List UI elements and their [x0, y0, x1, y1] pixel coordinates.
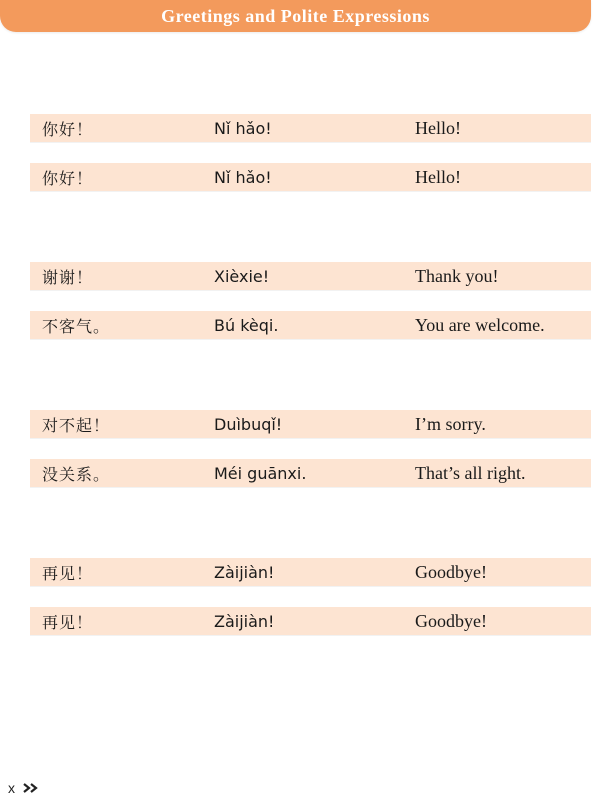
english-text: Goodbye! — [415, 610, 487, 631]
pinyin-text: Duìbuqǐ! — [214, 414, 283, 434]
page-header — [0, 0, 591, 32]
phrase-row — [30, 262, 591, 290]
english-text: Hello! — [415, 166, 461, 187]
phrase-row — [30, 607, 591, 635]
double-chevron-right-icon — [23, 783, 41, 793]
english-text: Goodbye! — [415, 561, 487, 582]
pinyin-text: Bú kèqi. — [214, 315, 279, 335]
pinyin-text: Nǐ hǎo! — [214, 118, 272, 138]
pinyin-text: Zàijiàn! — [214, 562, 275, 582]
english-text: That’s all right. — [415, 462, 526, 483]
chinese-text: 再见！ — [42, 612, 94, 632]
phrase-row — [30, 459, 591, 487]
english-text: You are welcome. — [415, 314, 545, 335]
chinese-text: 谢谢！ — [42, 267, 94, 287]
phrase-row — [30, 311, 591, 339]
chinese-text: 不客气。 — [42, 316, 111, 336]
page-footer — [8, 780, 41, 796]
pinyin-text: Xièxie! — [214, 266, 270, 286]
chinese-text: 你好！ — [42, 168, 94, 188]
chinese-text: 再见！ — [42, 563, 94, 583]
phrase-row — [30, 114, 591, 142]
chinese-text: 对不起！ — [42, 415, 111, 435]
page-number: x — [8, 780, 15, 796]
phrase-row — [30, 558, 591, 586]
phrase-row — [30, 163, 591, 191]
pinyin-text: Zàijiàn! — [214, 611, 275, 631]
pinyin-text: Nǐ hǎo! — [214, 167, 272, 187]
chinese-text: 你好！ — [42, 119, 94, 139]
chinese-text: 没关系。 — [42, 464, 111, 484]
english-text: I’m sorry. — [415, 413, 486, 434]
english-text: Thank you! — [415, 265, 499, 286]
pinyin-text: Méi guānxi. — [214, 463, 307, 483]
page-title: Greetings and Polite Expressions — [161, 5, 430, 26]
english-text: Hello! — [415, 117, 461, 138]
phrase-row — [30, 410, 591, 438]
